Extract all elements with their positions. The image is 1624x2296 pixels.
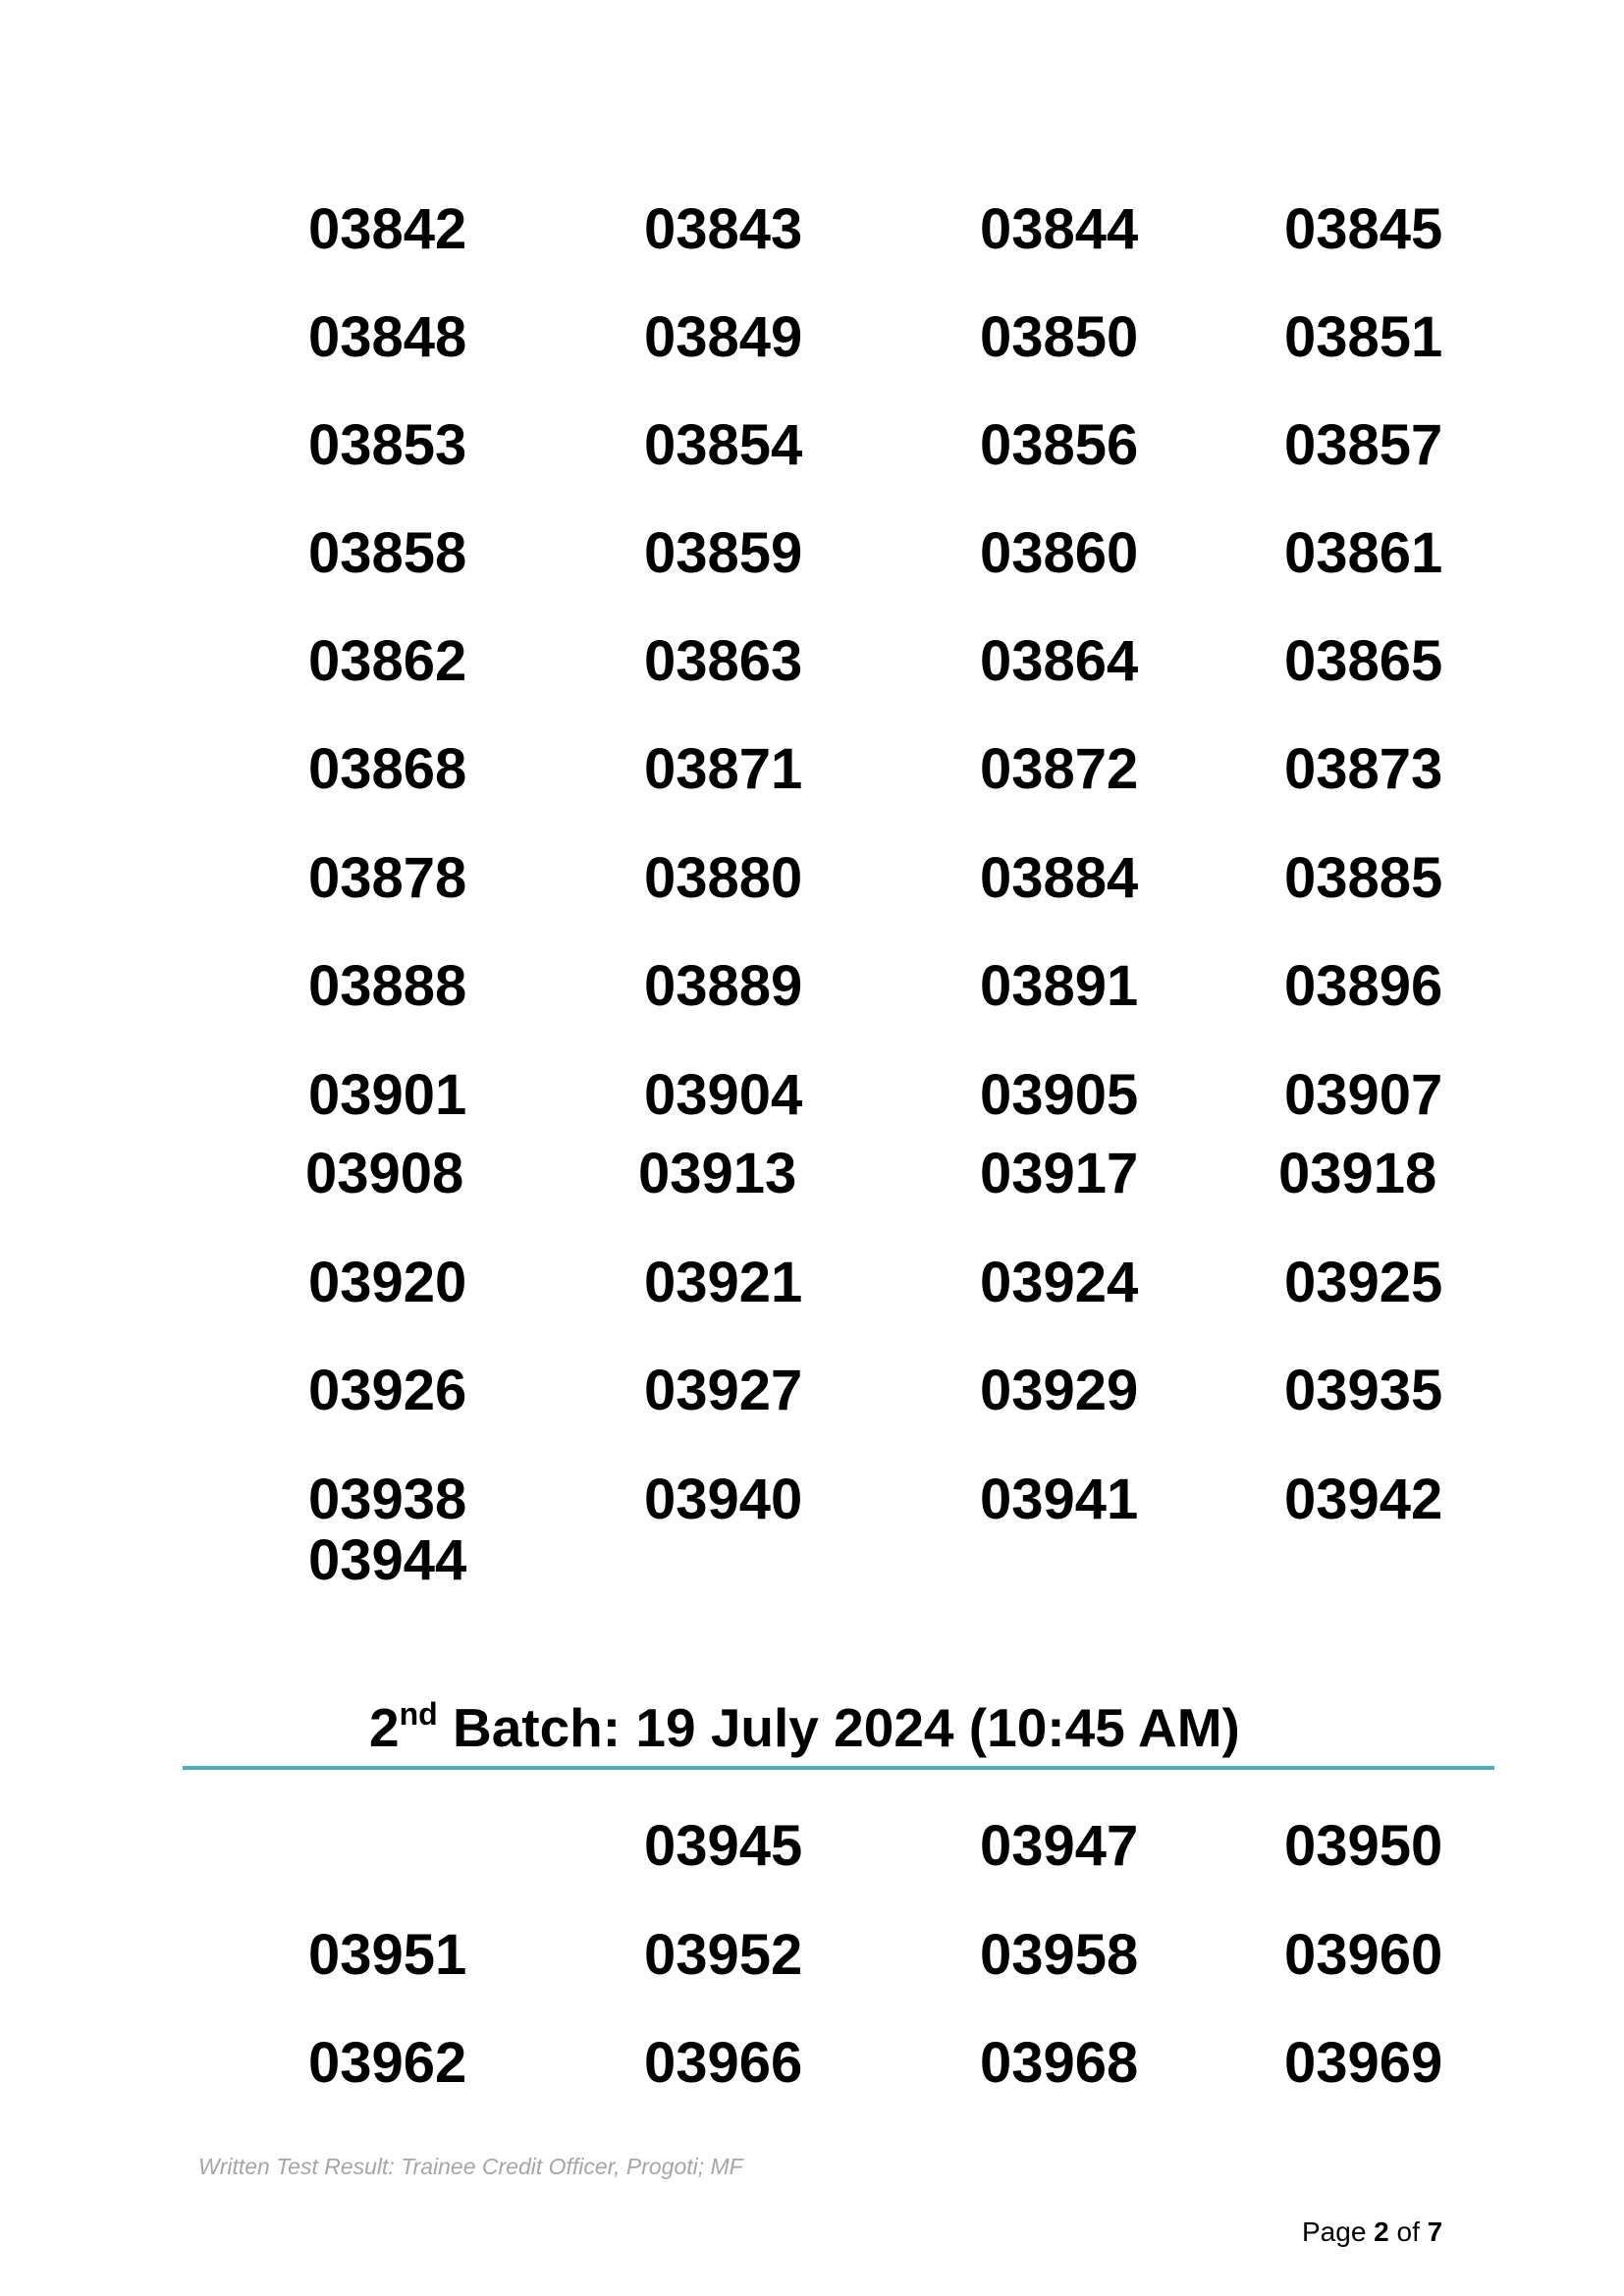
table-row — [0, 730, 1624, 809]
roll-number: 03878 — [308, 846, 467, 910]
roll-number: 03854 — [644, 413, 803, 477]
roll-number: 03918 — [1278, 1142, 1437, 1205]
roll-number: 03843 — [644, 197, 803, 261]
roll-number: 03872 — [980, 737, 1139, 801]
roll-number: 03927 — [644, 1359, 803, 1422]
roll-number: 03929 — [980, 1359, 1139, 1422]
roll-number: 03920 — [308, 1251, 467, 1314]
roll-number: 03842 — [308, 197, 467, 261]
roll-number: 03857 — [1284, 413, 1443, 477]
roll-number: 03951 — [308, 1923, 467, 1987]
table-row — [0, 1522, 1624, 1600]
roll-number: 03905 — [980, 1063, 1139, 1127]
roll-number: 03904 — [644, 1063, 803, 1127]
table-row — [0, 406, 1624, 485]
roll-number: 03884 — [980, 846, 1139, 910]
table-row — [0, 2024, 1624, 2103]
roll-number: 03969 — [1284, 2031, 1443, 2095]
roll-number: 03896 — [1284, 954, 1443, 1018]
roll-number: 03868 — [308, 737, 467, 801]
roll-number: 03856 — [980, 413, 1139, 477]
table-row — [0, 947, 1624, 1026]
roll-number: 03885 — [1284, 846, 1443, 910]
roll-number: 03849 — [644, 305, 803, 369]
roll-number: 03853 — [308, 413, 467, 477]
table-row — [0, 839, 1624, 918]
table-row — [0, 622, 1624, 701]
page-number — [1302, 2216, 1442, 2248]
batch-heading — [369, 1688, 1240, 1775]
roll-number: 03858 — [308, 521, 467, 585]
roll-number: 03966 — [644, 2031, 803, 2095]
roll-number: 03947 — [980, 1814, 1139, 1878]
roll-number: 03860 — [980, 521, 1139, 585]
roll-number: 03871 — [644, 737, 803, 801]
roll-number: 03938 — [308, 1468, 467, 1531]
roll-number: 03921 — [644, 1251, 803, 1314]
roll-number: 03891 — [980, 954, 1139, 1018]
roll-number: 03850 — [980, 305, 1139, 369]
heading-divider — [183, 1766, 1494, 1770]
roll-number: 03913 — [638, 1142, 797, 1205]
roll-number: 03945 — [644, 1814, 803, 1878]
roll-number: 03861 — [1284, 521, 1443, 585]
table-row — [0, 1244, 1624, 1322]
roll-number: 03859 — [644, 521, 803, 585]
page-current: 2 — [1374, 2216, 1389, 2247]
roll-number: 03844 — [980, 197, 1139, 261]
roll-number: 03940 — [644, 1468, 803, 1531]
roll-number: 03950 — [1284, 1814, 1443, 1878]
table-row — [0, 298, 1624, 377]
roll-number: 03926 — [308, 1359, 467, 1422]
roll-number: 03863 — [644, 629, 803, 693]
roll-number: 03924 — [980, 1251, 1139, 1314]
roll-number: 03960 — [1284, 1923, 1443, 1987]
roll-number: 03958 — [980, 1923, 1139, 1987]
roll-number: 03935 — [1284, 1359, 1443, 1422]
roll-number: 03865 — [1284, 629, 1443, 693]
roll-number: 03901 — [308, 1063, 467, 1127]
roll-number: 03845 — [1284, 197, 1443, 261]
roll-number: 03942 — [1284, 1468, 1443, 1531]
roll-number: 03880 — [644, 846, 803, 910]
roll-number: 03907 — [1284, 1063, 1443, 1127]
batch-heading-ordinal: nd — [399, 1696, 438, 1732]
batch-heading-number: 2 — [369, 1697, 400, 1758]
roll-number: 03851 — [1284, 305, 1443, 369]
batch-heading-text: Batch: 19 July 2024 (10:45 AM) — [437, 1697, 1240, 1758]
table-row — [0, 1056, 1624, 1135]
roll-number: 03888 — [308, 954, 467, 1018]
table-row — [0, 1916, 1624, 1995]
roll-number: 03941 — [980, 1468, 1139, 1531]
page-label: Page — [1302, 2216, 1375, 2247]
roll-number: 03968 — [980, 2031, 1139, 2095]
table-row — [0, 1807, 1624, 1886]
table-row — [0, 1352, 1624, 1430]
roll-number: 03944 — [308, 1528, 467, 1592]
roll-number: 03917 — [980, 1142, 1139, 1205]
table-row — [0, 514, 1624, 593]
roll-number: 03889 — [644, 954, 803, 1018]
roll-number: 03908 — [305, 1142, 464, 1205]
table-row — [0, 1135, 1624, 1213]
roll-number: 03925 — [1284, 1251, 1443, 1314]
roll-number: 03864 — [980, 629, 1139, 693]
roll-number: 03952 — [644, 1923, 803, 1987]
roll-number: 03848 — [308, 305, 467, 369]
footer-caption: Written Test Result: Trainee Credit Officer, Progoti; MF — [198, 2154, 743, 2179]
table-row — [0, 190, 1624, 269]
roll-number: 03873 — [1284, 737, 1443, 801]
roll-number: 03962 — [308, 2031, 467, 2095]
page-total: 7 — [1427, 2216, 1443, 2247]
roll-number: 03862 — [308, 629, 467, 693]
page-of: of — [1388, 2216, 1428, 2247]
